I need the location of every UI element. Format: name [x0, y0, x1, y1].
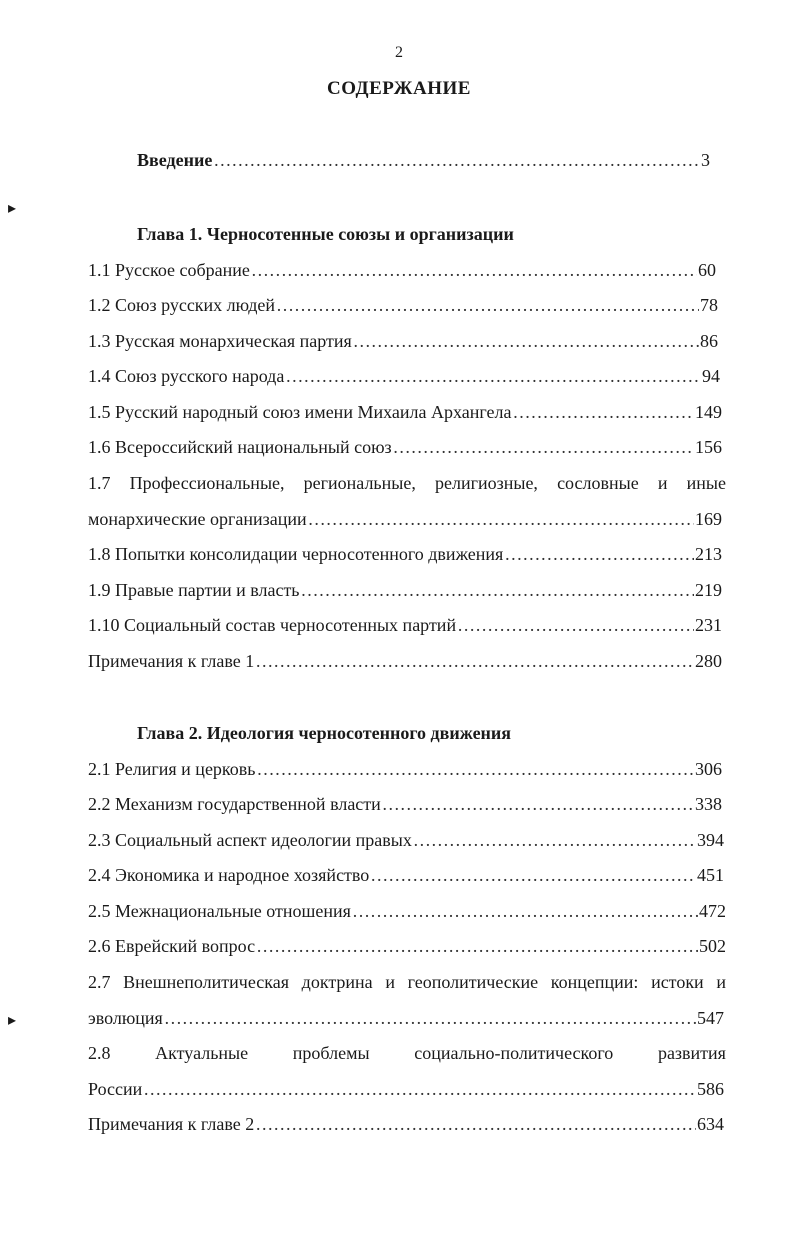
leader-dots [256, 935, 698, 957]
leader-dots [256, 758, 694, 780]
toc-word: развития [657, 1043, 726, 1063]
toc-label: Примечания к главе 1 [88, 651, 255, 671]
toc-word: истоки [651, 972, 704, 992]
toc-page: 169 [695, 509, 722, 529]
toc-word: доктрина [301, 972, 373, 992]
toc-label: 1.3 Русская монархическая партия [88, 331, 352, 351]
toc-entry[interactable] [88, 365, 720, 387]
toc-word: и [657, 473, 668, 493]
toc-page: 472 [699, 901, 726, 921]
toc-entry[interactable] [88, 935, 726, 957]
leader-dots [301, 579, 694, 601]
leader-dots [213, 149, 700, 171]
toc-page: 94 [702, 366, 720, 386]
toc-entry[interactable] [88, 864, 724, 886]
toc-label: России [88, 1079, 143, 1099]
toc-word: концепции: [550, 972, 639, 992]
toc-entry[interactable] [88, 259, 716, 281]
toc-entry[interactable] [88, 579, 722, 601]
toc-page: 86 [700, 331, 718, 351]
leader-dots [353, 330, 699, 352]
toc-entry[interactable] [88, 793, 722, 815]
toc-label: 2.5 Межнациональные отношения [88, 901, 351, 921]
leader-dots [143, 1078, 696, 1100]
leader-dots [276, 294, 699, 316]
toc-word: и [716, 972, 726, 992]
toc-page: 306 [695, 759, 722, 779]
leader-dots [255, 1113, 696, 1135]
toc-entry-line1[interactable] [88, 971, 726, 993]
margin-mark: ▸ [8, 1012, 17, 1029]
toc-label: 1.10 Социальный состав черносотенных партий [88, 615, 457, 635]
toc-page: 502 [699, 936, 726, 956]
toc-label: 1.6 Всероссийский национальный союз [88, 437, 392, 457]
toc-entry-intro[interactable] [137, 149, 710, 171]
toc-label: Примечания к главе 2 [88, 1114, 255, 1134]
toc-page: 219 [695, 580, 722, 600]
toc-word: социально-политического [414, 1043, 614, 1063]
toc-page: 78 [700, 295, 718, 315]
toc-page: 451 [697, 865, 724, 885]
toc-page: 213 [695, 544, 722, 564]
toc-entry[interactable] [88, 401, 722, 423]
toc-page: 586 [697, 1079, 724, 1099]
toc-entry-line1[interactable] [88, 472, 726, 494]
chapter-heading: Глава 2. Идеология черносотенного движения [137, 723, 512, 743]
toc-label: Введение [137, 150, 213, 170]
toc-label: 1.9 Правые партии и власть [88, 580, 300, 600]
toc-word: региональные, [303, 473, 416, 493]
toc-word: сословные [557, 473, 639, 493]
toc-page: 156 [695, 437, 722, 457]
margin-mark: ▸ [8, 200, 17, 217]
leader-dots [255, 650, 694, 672]
toc-label: 2.4 Экономика и народное хозяйство [88, 865, 370, 885]
toc-entry[interactable] [88, 614, 722, 636]
toc-label: 1.5 Русский народный союз имени Михаила Архангела [88, 402, 512, 422]
toc-page: 338 [695, 794, 722, 814]
leader-dots [251, 259, 697, 281]
page-number: 2 [395, 44, 403, 61]
toc-label: 1.8 Попытки консолидации черносотенного движения [88, 544, 504, 564]
leader-dots [393, 436, 694, 458]
toc-entry[interactable] [88, 758, 722, 780]
toc-entry[interactable] [88, 543, 722, 565]
toc-word: иные [686, 473, 726, 493]
toc-page: 394 [697, 830, 724, 850]
toc-word: 1.7 [88, 473, 111, 493]
toc-entry-line2[interactable] [88, 508, 722, 530]
toc-label: 2.1 Религия и церковь [88, 759, 256, 779]
toc-entry[interactable] [88, 1113, 724, 1135]
toc-label: монархические организации [88, 509, 307, 529]
toc-page: 280 [695, 651, 722, 671]
toc-entry[interactable] [88, 900, 726, 922]
toc-page: 149 [695, 402, 722, 422]
toc-page: 231 [695, 615, 722, 635]
leader-dots [382, 793, 694, 815]
toc-entry[interactable] [88, 436, 722, 458]
toc-entry-line2[interactable] [88, 1078, 724, 1100]
toc-word: геополитические [407, 972, 539, 992]
toc-word: проблемы [292, 1043, 370, 1063]
leader-dots [413, 829, 696, 851]
toc-label: эволюция [88, 1008, 163, 1028]
toc-page: 60 [698, 260, 716, 280]
chapter-heading: Глава 1. Черносотенные союзы и организации [137, 224, 514, 244]
toc-word: Профессиональные, [129, 473, 285, 493]
leader-dots [457, 614, 694, 636]
toc-page: 634 [697, 1114, 724, 1134]
toc-word: 2.7 [88, 972, 111, 992]
toc-entry[interactable] [88, 294, 718, 316]
leader-dots [512, 401, 694, 423]
page-title: СОДЕРЖАНИЕ [327, 78, 471, 99]
toc-label: 1.2 Союз русских людей [88, 295, 275, 315]
leader-dots [504, 543, 694, 565]
toc-word: религиозные, [434, 473, 538, 493]
toc-word: 2.8 [88, 1043, 111, 1063]
toc-word: и [385, 972, 395, 992]
leader-dots [352, 900, 698, 922]
toc-entry[interactable] [88, 650, 722, 672]
leader-dots [308, 508, 694, 530]
toc-entry-line2[interactable] [88, 1007, 724, 1029]
toc-word: Актуальные [155, 1043, 249, 1063]
toc-page: 3 [701, 150, 710, 170]
leader-dots [370, 864, 696, 886]
leader-dots [164, 1007, 696, 1029]
toc-label: 1.4 Союз русского народа [88, 366, 285, 386]
toc-word: Внешнеполитическая [123, 972, 289, 992]
leader-dots [285, 365, 701, 387]
toc-label: 2.2 Механизм государственной власти [88, 794, 381, 814]
toc-entry[interactable] [88, 330, 718, 352]
toc-entry[interactable] [88, 829, 724, 851]
toc-label: 1.1 Русское собрание [88, 260, 250, 280]
toc-label: 2.3 Социальный аспект идеологии правых [88, 830, 412, 850]
toc-label: 2.6 Еврейский вопрос [88, 936, 256, 956]
toc-entry-line1[interactable] [88, 1042, 726, 1064]
toc-page: 547 [697, 1008, 724, 1028]
